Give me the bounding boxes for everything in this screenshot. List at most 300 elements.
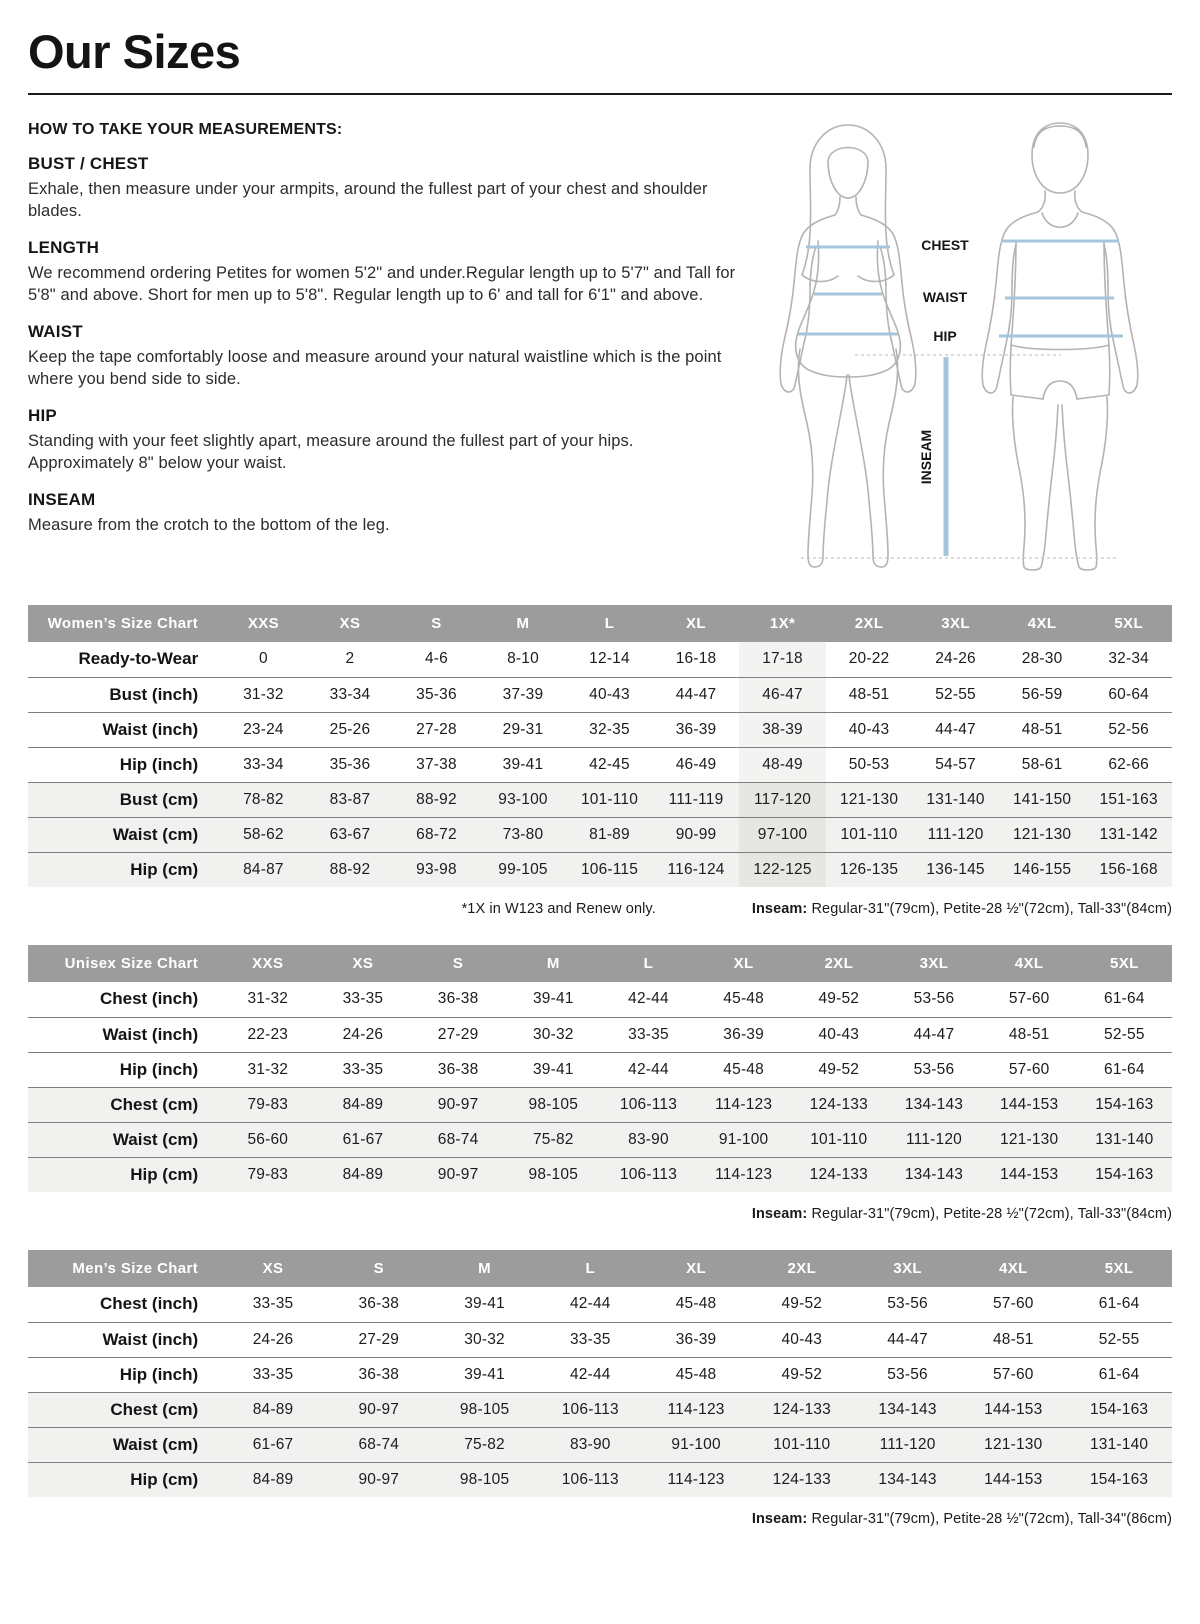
inseam-footnote-value: Regular-31"(79cm), Petite-28 ½"(72cm), Tall-34"(86cm) [807, 1511, 1172, 1527]
table-row [28, 677, 1172, 712]
size-value-cell: 45-48 [643, 1357, 749, 1392]
footnote-1x-note: *1X in W123 and Renew only. [461, 901, 656, 917]
inseam-footnote-value: Regular-31"(79cm), Petite-28 ½"(72cm), Tall-33"(84cm) [807, 1206, 1172, 1222]
size-value-cell: 111-119 [653, 782, 740, 817]
size-value-cell: 45-48 [675, 1295, 717, 1313]
size-column-header: M [480, 605, 567, 642]
table-row [28, 712, 1172, 747]
size-value-cell: 33-35 [342, 990, 384, 1008]
table-title: Men’s Size Chart [28, 1250, 220, 1287]
size-value-cell: 68-74 [411, 1122, 506, 1157]
size-value-cell: 40-43 [826, 712, 913, 747]
size-value-cell: 101-110 [791, 1122, 886, 1157]
size-value-cell: 73-80 [480, 817, 567, 852]
size-value-cell: 36-38 [358, 1295, 400, 1313]
section-bust-chest [28, 154, 743, 223]
size-value-cell: 24-26 [220, 1322, 326, 1357]
size-value-cell: 49-52 [781, 1295, 823, 1313]
size-value-cell: 36-39 [696, 1017, 791, 1052]
table-header-row [28, 605, 1172, 642]
size-value-cell: 84-87 [220, 852, 307, 887]
size-value-cell: 49-52 [791, 1052, 886, 1087]
size-value-cell: 90-97 [411, 1157, 506, 1192]
size-value-cell: 62-66 [1085, 747, 1172, 782]
size-column-header: 2XL [826, 605, 913, 642]
male-figure [982, 123, 1138, 570]
size-value-cell: 151-163 [1085, 782, 1172, 817]
size-value-cell: 134-143 [855, 1392, 961, 1427]
size-value-cell: 101-110 [566, 782, 653, 817]
row-label: Hip (inch) [28, 747, 220, 782]
size-value-cell: 49-52 [749, 1357, 855, 1392]
size-value-cell: 33-35 [537, 1322, 643, 1357]
row-label: Waist (cm) [28, 817, 220, 852]
size-value-cell: 101-110 [826, 817, 913, 852]
womens-size-chart [28, 605, 1172, 917]
size-value-cell: 60-64 [1085, 677, 1172, 712]
size-value-cell: 23-24 [220, 712, 307, 747]
size-value-cell: 8-10 [507, 650, 539, 668]
size-value-cell: 42-44 [569, 1295, 611, 1313]
row-label: Bust (inch) [28, 677, 220, 712]
size-column-header: 5XL [1077, 945, 1172, 982]
size-value-cell: 31-32 [220, 677, 307, 712]
table-title: Women’s Size Chart [28, 605, 220, 642]
size-value-cell: 61-64 [1104, 990, 1145, 1008]
size-value-cell: 88-92 [307, 852, 394, 887]
size-value-cell: 16-18 [675, 650, 717, 668]
size-value-cell: 49-52 [818, 990, 860, 1008]
size-column-header: M [506, 945, 601, 982]
size-value-cell: 54-57 [912, 747, 999, 782]
inseam-label: INSEAM [918, 429, 934, 485]
size-value-cell: 48-49 [739, 747, 826, 782]
size-value-cell: 61-64 [1077, 1052, 1172, 1087]
size-value-cell: 117-120 [739, 782, 826, 817]
size-value-cell: 101-110 [749, 1427, 855, 1462]
hip-label: HIP [933, 328, 957, 344]
size-value-cell: 31-32 [247, 990, 289, 1008]
size-value-cell: 61-67 [315, 1122, 410, 1157]
size-value-cell: 106-113 [537, 1392, 643, 1427]
size-value-cell: 111-120 [912, 817, 999, 852]
size-value-cell: 131-142 [1085, 817, 1172, 852]
size-value-cell: 154-163 [1077, 1087, 1172, 1122]
size-value-cell: 114-123 [696, 1087, 791, 1122]
size-value-cell: 56-60 [220, 1122, 315, 1157]
size-value-cell: 79-83 [220, 1157, 315, 1192]
size-value-cell: 45-48 [723, 990, 764, 1008]
size-value-cell: 124-133 [749, 1462, 855, 1497]
size-value-cell: 57-60 [982, 1052, 1077, 1087]
size-value-cell: 52-56 [1085, 712, 1172, 747]
size-column-header: 1X* [739, 605, 826, 642]
footnote-inseam [752, 1206, 1172, 1222]
size-value-cell: 98-105 [432, 1462, 538, 1497]
section-heading: WAIST [28, 321, 83, 341]
size-value-cell: 27-29 [326, 1322, 432, 1357]
page-title: Our Sizes [28, 25, 241, 78]
table-row [28, 1392, 1172, 1427]
size-value-cell: 131-140 [1077, 1122, 1172, 1157]
size-value-cell: 124-133 [791, 1087, 886, 1122]
title-divider [28, 93, 1172, 95]
size-value-cell: 111-120 [855, 1427, 961, 1462]
top-section [28, 121, 1172, 577]
female-figure [780, 125, 916, 567]
size-value-cell: 44-47 [653, 677, 740, 712]
size-value-cell: 131-140 [1066, 1427, 1172, 1462]
size-column-header: M [432, 1250, 538, 1287]
size-column-header: XS [307, 605, 394, 642]
section-hip [28, 406, 743, 475]
size-value-cell: 121-130 [999, 817, 1086, 852]
size-value-cell: 99-105 [480, 852, 567, 887]
section-body: Measure from the crotch to the bottom of the leg. [28, 515, 390, 534]
size-value-cell: 68-74 [326, 1427, 432, 1462]
size-column-header: XS [315, 945, 410, 982]
size-value-cell: 33-34 [307, 677, 394, 712]
size-value-cell: 114-123 [643, 1462, 749, 1497]
section-inseam [28, 490, 743, 537]
table-row [28, 1017, 1172, 1052]
table-header-row [28, 945, 1172, 982]
size-column-header: XXS [220, 945, 315, 982]
table-row [28, 642, 1172, 677]
size-column-header: S [411, 945, 506, 982]
size-column-header: 3XL [855, 1250, 961, 1287]
size-value-cell: 27-29 [411, 1017, 506, 1052]
size-value-cell: 2 [345, 650, 355, 668]
size-value-cell: 131-140 [912, 782, 999, 817]
size-value-cell: 81-89 [566, 817, 653, 852]
size-value-cell: 53-56 [886, 1052, 981, 1087]
size-value-cell: 31-32 [220, 1052, 315, 1087]
size-value-cell: 48-51 [826, 677, 913, 712]
size-column-header: 2XL [791, 945, 886, 982]
size-value-cell: 53-56 [887, 1295, 928, 1313]
row-label: Hip (cm) [28, 1462, 220, 1497]
table-row [28, 1357, 1172, 1392]
row-label: Ready-to-Wear [78, 649, 199, 669]
size-column-header: XXS [220, 605, 307, 642]
size-value-cell: 36-39 [653, 712, 740, 747]
size-value-cell: 42-45 [566, 747, 653, 782]
size-value-cell: 33-35 [315, 1052, 410, 1087]
size-value-cell: 53-56 [855, 1357, 961, 1392]
table-row [28, 1287, 1172, 1322]
table-row [28, 747, 1172, 782]
size-value-cell: 134-143 [886, 1157, 981, 1192]
size-value-cell: 42-44 [628, 990, 669, 1008]
size-value-cell: 12-14 [589, 650, 630, 668]
row-label: Bust (cm) [28, 782, 220, 817]
inseam-footnote-value: Regular-31"(79cm), Petite-28 ½"(72cm), Tall-33"(84cm) [807, 901, 1172, 917]
footnote-inseam [752, 1511, 1172, 1527]
size-value-cell: 48-51 [982, 1017, 1077, 1052]
size-column-header: 4XL [982, 945, 1077, 982]
table-row [28, 1322, 1172, 1357]
size-value-cell: 136-145 [912, 852, 999, 887]
size-value-cell: 122-125 [739, 852, 826, 887]
size-value-cell: 79-83 [220, 1087, 315, 1122]
size-value-cell: 40-43 [749, 1322, 855, 1357]
size-value-cell: 36-38 [437, 990, 479, 1008]
measurement-figure [743, 105, 1173, 577]
body-measurement-diagram [743, 105, 1173, 577]
size-value-cell: 56-59 [999, 677, 1086, 712]
size-value-cell: 106-113 [601, 1157, 696, 1192]
section-length [28, 238, 743, 307]
table-row [28, 1462, 1172, 1497]
size-value-cell: 84-89 [220, 1392, 326, 1427]
row-label: Waist (cm) [28, 1122, 220, 1157]
size-value-cell: 22-23 [220, 1017, 315, 1052]
size-value-cell: 68-72 [393, 817, 480, 852]
size-value-cell: 124-133 [749, 1392, 855, 1427]
size-value-cell: 40-43 [566, 677, 653, 712]
row-label: Waist (cm) [28, 1427, 220, 1462]
size-value-cell: 32-35 [566, 712, 653, 747]
size-value-cell: 20-22 [848, 650, 890, 668]
size-column-header: XL [643, 1250, 749, 1287]
size-value-cell: 121-130 [982, 1122, 1077, 1157]
size-value-cell: 61-64 [1098, 1295, 1140, 1313]
size-value-cell: 61-67 [220, 1427, 326, 1462]
womens-size-chart-table [28, 605, 1172, 887]
size-value-cell: 106-115 [566, 852, 653, 887]
table-row [28, 1157, 1172, 1192]
size-value-cell: 154-163 [1066, 1462, 1172, 1497]
waist-label: WAIST [922, 289, 968, 305]
table-row [28, 817, 1172, 852]
size-value-cell: 126-135 [826, 852, 913, 887]
unisex-chart-footnotes [28, 1206, 1172, 1222]
size-value-cell: 83-90 [537, 1427, 643, 1462]
size-value-cell: 40-43 [791, 1017, 886, 1052]
size-value-cell: 61-64 [1066, 1357, 1172, 1392]
row-label: Hip (inch) [28, 1052, 220, 1087]
size-value-cell: 156-168 [1085, 852, 1172, 887]
size-column-header: XL [696, 945, 791, 982]
size-value-cell: 39-41 [432, 1357, 538, 1392]
size-value-cell: 154-163 [1077, 1157, 1172, 1192]
row-label: Chest (inch) [99, 989, 199, 1009]
size-value-cell: 37-39 [480, 677, 567, 712]
mens-chart-footnotes [28, 1511, 1172, 1527]
size-value-cell: 30-32 [506, 1017, 601, 1052]
size-value-cell: 57-60 [960, 1357, 1066, 1392]
inseam-footnote-label: Inseam: [751, 1206, 808, 1222]
size-column-header: XS [220, 1250, 326, 1287]
table-header-row [28, 1250, 1172, 1287]
mens-size-chart-table [28, 1250, 1172, 1497]
size-value-cell: 45-48 [696, 1052, 791, 1087]
size-value-cell: 24-26 [315, 1017, 410, 1052]
size-value-cell: 39-41 [464, 1295, 505, 1313]
row-label: Hip (cm) [28, 1157, 220, 1192]
size-value-cell: 114-123 [696, 1157, 791, 1192]
size-value-cell: 17-18 [739, 642, 826, 677]
table-row [28, 1122, 1172, 1157]
size-value-cell: 134-143 [886, 1087, 981, 1122]
size-value-cell: 29-31 [480, 712, 567, 747]
size-value-cell: 154-163 [1066, 1392, 1172, 1427]
size-column-header: 5XL [1066, 1250, 1172, 1287]
table-row [28, 782, 1172, 817]
size-value-cell: 90-97 [411, 1087, 506, 1122]
size-value-cell: 134-143 [855, 1462, 961, 1497]
howto-heading: HOW TO TAKE YOUR MEASUREMENTS: [28, 121, 343, 138]
size-value-cell: 90-97 [326, 1392, 432, 1427]
size-value-cell: 44-47 [855, 1322, 961, 1357]
size-value-cell: 90-97 [326, 1462, 432, 1497]
size-value-cell: 57-60 [1008, 990, 1050, 1008]
section-body: Keep the tape comfortably loose and measure around your natural waistline which is the point where you bend side to side. [28, 347, 722, 388]
inseam-guides [801, 355, 1117, 558]
table-row [28, 1052, 1172, 1087]
size-value-cell: 121-130 [826, 782, 913, 817]
size-value-cell: 52-55 [912, 677, 999, 712]
size-value-cell: 84-89 [315, 1087, 410, 1122]
size-value-cell: 39-41 [532, 990, 574, 1008]
size-value-cell: 75-82 [432, 1427, 538, 1462]
table-row [28, 1087, 1172, 1122]
size-value-cell: 44-47 [886, 1017, 981, 1052]
chest-label: CHEST [921, 237, 969, 253]
size-value-cell: 38-39 [739, 712, 826, 747]
unisex-size-chart [28, 945, 1172, 1222]
footnote-inseam [752, 901, 1172, 917]
row-label: Chest (inch) [99, 1294, 199, 1314]
size-value-cell: 36-39 [643, 1322, 749, 1357]
size-value-cell: 33-34 [220, 747, 307, 782]
size-column-header: L [537, 1250, 643, 1287]
size-value-cell: 46-49 [653, 747, 740, 782]
size-value-cell: 106-113 [601, 1087, 696, 1122]
size-column-header: 3XL [886, 945, 981, 982]
size-value-cell: 93-100 [480, 782, 567, 817]
size-column-header: 4XL [960, 1250, 1066, 1287]
size-value-cell: 144-153 [960, 1462, 1066, 1497]
size-value-cell: 33-35 [220, 1357, 326, 1392]
row-label: Waist (inch) [28, 1017, 220, 1052]
size-value-cell: 33-35 [601, 1017, 696, 1052]
size-value-cell: 78-82 [220, 782, 307, 817]
size-value-cell: 93-98 [393, 852, 480, 887]
size-value-cell: 48-51 [999, 712, 1086, 747]
size-column-header: 2XL [749, 1250, 855, 1287]
size-value-cell: 91-100 [643, 1427, 749, 1462]
row-label: Hip (inch) [28, 1357, 220, 1392]
unisex-size-chart-table [28, 945, 1172, 1192]
size-value-cell: 98-105 [432, 1392, 538, 1427]
row-label: Chest (cm) [28, 1392, 220, 1427]
size-value-cell: 32-34 [1108, 650, 1149, 668]
size-value-cell: 24-26 [935, 650, 976, 668]
size-value-cell: 27-28 [393, 712, 480, 747]
size-column-header: 5XL [1085, 605, 1172, 642]
size-value-cell: 35-36 [393, 677, 480, 712]
size-value-cell: 42-44 [601, 1052, 696, 1087]
size-value-cell: 83-90 [601, 1122, 696, 1157]
row-label: Hip (cm) [28, 852, 220, 887]
row-label: Waist (inch) [28, 1322, 220, 1357]
size-value-cell: 44-47 [912, 712, 999, 747]
size-column-header: L [601, 945, 696, 982]
size-value-cell: 97-100 [739, 817, 826, 852]
size-value-cell: 30-32 [432, 1322, 538, 1357]
size-value-cell: 116-124 [653, 852, 740, 887]
section-heading: HIP [28, 405, 57, 425]
size-value-cell: 83-87 [307, 782, 394, 817]
mens-size-chart [28, 1250, 1172, 1527]
size-value-cell: 144-153 [960, 1392, 1066, 1427]
size-value-cell: 57-60 [992, 1295, 1034, 1313]
size-value-cell: 50-53 [826, 747, 913, 782]
size-value-cell: 53-56 [913, 990, 955, 1008]
size-value-cell: 25-26 [307, 712, 394, 747]
size-column-header: XL [653, 605, 740, 642]
section-body: Exhale, then measure under your armpits, around the fullest part of your chest and shoulder blades. [28, 180, 708, 220]
size-value-cell: 36-38 [411, 1052, 506, 1087]
size-value-cell: 144-153 [982, 1157, 1077, 1192]
size-value-cell: 42-44 [537, 1357, 643, 1392]
table-row [28, 1427, 1172, 1462]
row-label: Chest (cm) [28, 1087, 220, 1122]
size-value-cell: 58-62 [220, 817, 307, 852]
size-value-cell: 52-55 [1066, 1322, 1172, 1357]
size-value-cell: 106-113 [537, 1462, 643, 1497]
size-value-cell: 28-30 [1021, 650, 1063, 668]
size-column-header: S [393, 605, 480, 642]
section-body: We recommend ordering Petites for women 5'2" and under.Regular length up to 5'7" and Tall for 5'8" and above. Short for men up to 5'8". Regular length up to 6' and tall for 6'1" and above. [28, 263, 736, 304]
section-heading: INSEAM [28, 489, 96, 509]
table-row [28, 852, 1172, 887]
size-value-cell: 37-38 [393, 747, 480, 782]
size-value-cell: 46-47 [739, 677, 826, 712]
size-value-cell: 141-150 [999, 782, 1086, 817]
size-column-header: L [566, 605, 653, 642]
size-column-header: 3XL [912, 605, 999, 642]
size-value-cell: 58-61 [999, 747, 1086, 782]
size-value-cell: 39-41 [480, 747, 567, 782]
size-value-cell: 63-67 [307, 817, 394, 852]
table-title: Unisex Size Chart [28, 945, 220, 982]
table-row [28, 982, 1172, 1017]
size-value-cell: 35-36 [307, 747, 394, 782]
size-value-cell: 48-51 [960, 1322, 1066, 1357]
size-value-cell: 52-55 [1077, 1017, 1172, 1052]
size-column-header: 4XL [999, 605, 1086, 642]
section-waist [28, 322, 743, 391]
inseam-footnote-label: Inseam: [751, 901, 808, 917]
section-body: Standing with your feet slightly apart, measure around the fullest part of your hips. Approximately 8" below your waist. [28, 431, 634, 472]
size-value-cell: 98-105 [506, 1157, 601, 1192]
size-column-header: S [326, 1250, 432, 1287]
size-value-cell: 124-133 [791, 1157, 886, 1192]
size-value-cell: 121-130 [960, 1427, 1066, 1462]
size-value-cell: 0 [259, 650, 268, 668]
womens-chart-footnotes [28, 901, 1172, 917]
size-value-cell: 84-89 [220, 1462, 326, 1497]
size-value-cell: 144-153 [982, 1087, 1077, 1122]
size-value-cell: 98-105 [506, 1087, 601, 1122]
size-value-cell: 75-82 [506, 1122, 601, 1157]
size-value-cell: 84-89 [315, 1157, 410, 1192]
size-value-cell: 36-38 [326, 1357, 432, 1392]
size-value-cell: 91-100 [696, 1122, 791, 1157]
